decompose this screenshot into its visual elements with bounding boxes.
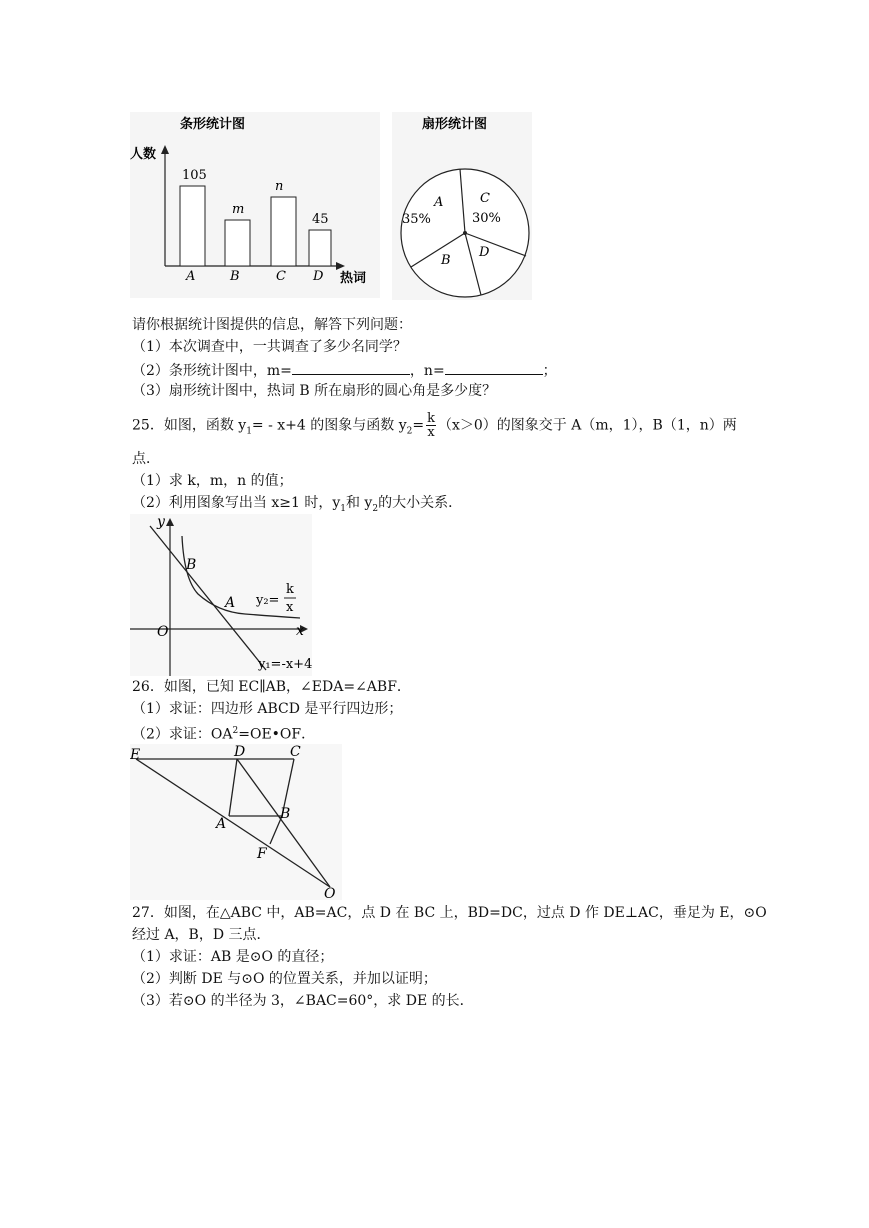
graph-x-label: x [296,623,304,639]
graph-y-arrow-icon [166,518,174,526]
pie-slice-a-percent: 35% [402,212,431,227]
bar-chart-title: 条形统计图 [180,117,246,132]
q25-frac-den: x [427,425,435,440]
q25-fraction [426,412,436,439]
point-c-label: C [290,744,301,760]
graph-origin-label: O [157,624,169,640]
function-graph-figure [130,514,312,676]
point-a-label: A [216,816,227,832]
function-graph-svg [130,514,312,676]
graph-point-b-label: B [186,557,197,573]
q26-part2-a: （2）求证：OA [132,726,233,743]
pie-chart-figure [392,112,532,300]
segment-eo [136,759,330,887]
q25-part2-sub2: 2 [372,503,379,514]
q25-part2-b: 和 y [345,495,373,511]
graph-hyperbola-y2 [182,536,300,618]
n-answer-blank[interactable] [445,360,543,375]
q25-sub1: 1 [246,426,252,437]
graph-y2-label: y₂= [256,593,280,608]
q26-part1: （1）求证：四边形 ABCD 是平行四边形； [132,701,403,717]
parallelogram-svg [130,744,342,900]
q27-part1: （1）求证：AB 是⊙O 的直径； [132,949,334,965]
q27-part2: （2）判断 DE 与⊙O 的位置关系，并加以证明； [132,971,437,987]
bar-a [180,186,205,266]
q25-frac-num: k [427,411,435,426]
bar-c-category: C [276,269,286,284]
q27-line2: 经过 A，B，D 三点． [132,927,271,943]
m-answer-blank[interactable] [292,360,410,375]
graph-point-a-label: A [225,595,236,611]
q26-part2-b: =OE•OF． [238,726,316,743]
bar-chart-figure [130,112,380,298]
pie-slice-c-label: C [480,191,490,206]
q25-sub2: 2 [406,426,413,437]
q24-part1: （1）本次调查中，一共调查了多少名同学？ [132,339,407,355]
pie-center [463,231,467,235]
pie-slice-d-label: D [479,245,490,260]
q24-intro: 请你根据统计图提供的信息，解答下列问题： [132,317,412,333]
parallelogram-figure [130,744,342,900]
point-d-label: D [234,744,246,760]
q25-part2-a: （2）利用图象写出当 x≥1 时，y [132,495,341,511]
bar-d-category: D [313,269,324,284]
q27-part3: （3）若⊙O 的半径为 3，∠BAC=60°，求 DE 的长． [132,993,474,1009]
pie-slice-b-label: B [441,253,451,268]
q25-mid1: = - x+4 的图象与函数 y [251,417,407,434]
q25-tail: （x＞0）的图象交于 A（m，1），B（1，n）两 [438,417,737,434]
point-e-label: E [130,747,141,763]
q25-stem [132,412,737,443]
graph-y-label: y [157,514,165,530]
q26-part2-sup: 2 [232,726,239,736]
bar-c-value: n [275,179,284,194]
pie-slice-c-percent: 30% [472,211,501,226]
q24-part3: （3）扇形统计图中，热词 B 所在扇形的圆心角是多少度？ [132,383,497,399]
bar-chart-svg [130,112,380,298]
q24-part2-n-label: ，n= [409,363,445,379]
bar-d-value: 45 [312,212,329,227]
y-axis-arrow-icon [161,145,169,154]
graph-y1-label: y₁=-x+4 [258,657,312,672]
point-o-label: O [324,886,336,900]
q27-line1: 27．如图，在△ABC 中，AB=AC，点 D 在 BC 上，BD=DC，过点 D 作 DE⊥AC，垂足为 E，⊙O [132,905,767,921]
q24-part2 [132,360,557,380]
bar-b-value: m [232,202,245,217]
q26-stem: 26．如图，已知 EC∥AB，∠EDA=∠ABF． [132,679,411,695]
q25-part2-sub1: 1 [340,503,346,514]
bar-a-value: 105 [182,168,207,183]
q26-part2 [132,722,315,744]
bar-d [309,230,331,266]
bar-b [225,220,250,266]
graph-y2-frac-num: k [286,582,294,597]
point-b-label: B [280,806,291,822]
bar-b-category: B [230,269,240,284]
graph-line-y1 [150,526,266,670]
bar-a-category: A [186,269,196,284]
graph-y2-frac-den: x [286,600,294,615]
q24-part2-end: ； [542,363,557,379]
bar-chart-x-label: 热词 [340,271,367,286]
q25-eq: = [412,417,425,434]
pie-slice-a-label: A [434,195,444,210]
segment-do [237,759,330,887]
q25-continuation: 点． [132,451,160,467]
q25-part1: （1）求 k，m，n 的值； [132,473,293,489]
bar-chart-y-label: 人数 [130,147,157,162]
point-f-label: F [257,846,267,862]
pie-chart-svg [392,112,532,300]
q24-part2-m-label: （2）条形统计图中，m= [132,363,292,379]
q25-lead: 25．如图，函数 y [132,417,247,434]
bar-c [271,197,296,266]
pie-chart-title: 扇形统计图 [422,117,488,132]
q25-part2-c: 的大小关系． [378,495,463,511]
segment-da [229,759,237,816]
x-axis-arrow-icon [336,262,345,270]
